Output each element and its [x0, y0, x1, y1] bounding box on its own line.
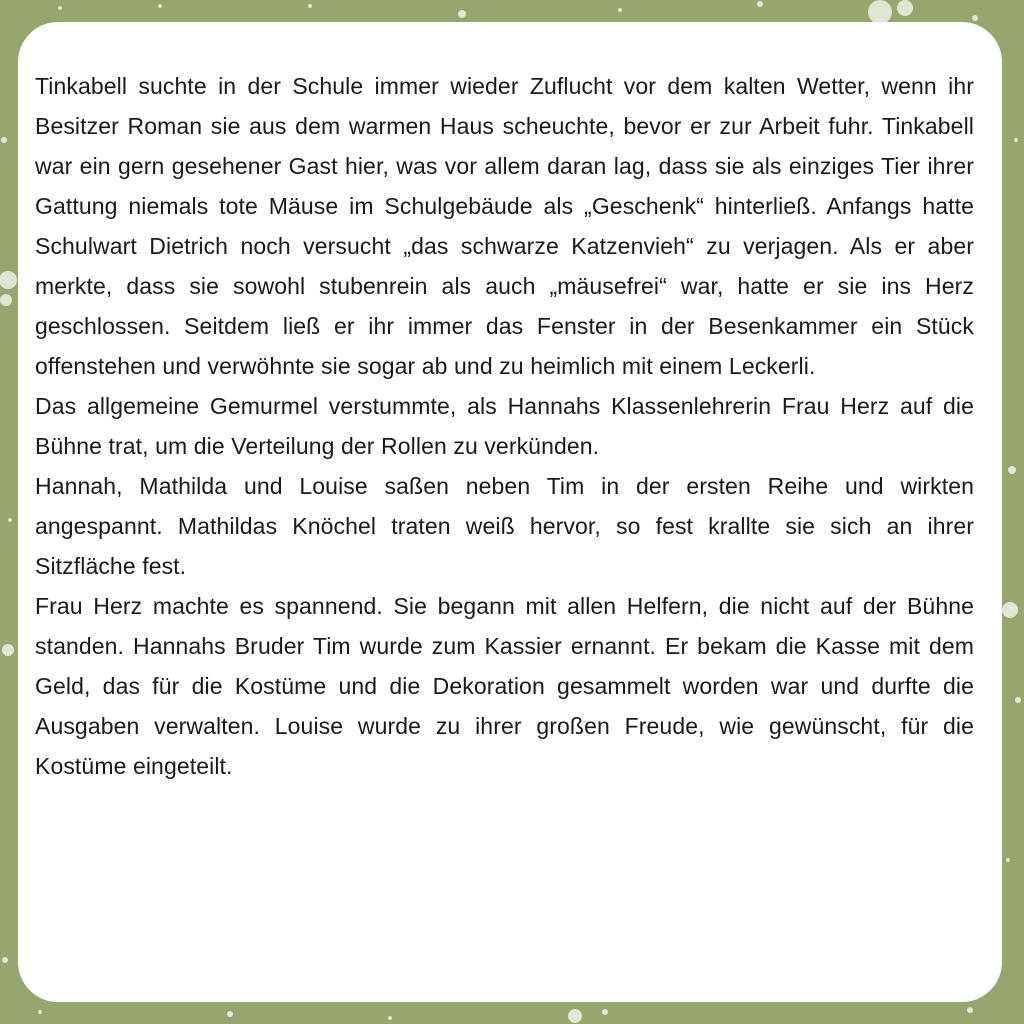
paragraph-4: Frau Herz machte es spannend. Sie begann mit allen Helfern, die nicht auf der Bühne standen. Hannahs Bruder Tim wurde zum Kassier ernannt. Er bekam die Kasse mit dem Geld, das für die Kostüme und die Dekoration gesammelt worden war und durfte die Ausgaben verwalten. Louise wurde zu ihrer großen Freude, wie gewünscht, für die Kostüme eingeteilt. — [35, 593, 974, 779]
text-card — [18, 22, 1002, 1002]
paragraph-3: Hannah, Mathilda und Louise saßen neben Tim in der ersten Reihe und wirkten angespannt. Mathildas Knöchel traten weiß hervor, so fest krallte sie sich an ihrer Sitzfläche fest. — [35, 473, 974, 579]
paragraph-1: Tinkabell suchte in der Schule immer wieder Zuflucht vor dem kalten Wetter, wenn ihr Besitzer Roman sie aus dem warmen Haus scheuchte, bevor er zur Arbeit fuhr. Tinkabell war ein gern gesehener Gast hier, was vor allem daran lag, dass sie als einziges Tier ihrer Gattung niemals tote Mäuse im Schulgebäude als „Geschenk“ hinterließ. Anfangs hatte Schulwart Dietrich noch versucht „das schwarze Katzenvieh“ zu verjagen. Als er aber merkte, dass sie sowohl stubenrein als auch „mäusefrei“ war, hatte er sie ins Herz geschlossen. Seitdem ließ er ihr immer das Fenster in der Besenkammer ein Stück offenstehen und verwöhnte sie sogar ab und zu heimlich mit einem Leckerli. — [35, 73, 974, 379]
paragraph-2: Das allgemeine Gemurmel verstummte, als Hannahs Klassenlehrerin Frau Herz auf die Bühne trat, um die Verteilung der Rollen zu verkünden. — [35, 393, 974, 459]
